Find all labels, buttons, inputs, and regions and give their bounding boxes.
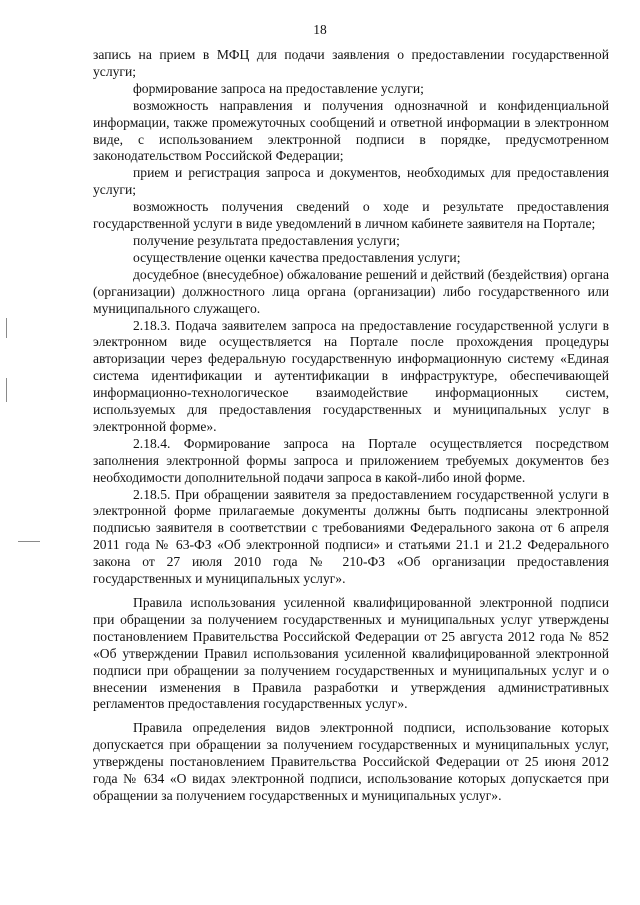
scan-margin-mark <box>18 541 40 542</box>
scan-margin-mark <box>6 378 7 402</box>
paragraph: Правила определения видов электронной подписи, использование которых допускается при обращении за получением государственных и муниципальных услуг, утверждены постановлением Правительства Российской Федерации от 25 июня 2012 года № 634 «О видах электронной подписи, использование которых допускается при обращении за получением государственных и муниципальных услуг». <box>93 720 609 803</box>
paragraph: получение результата предоставления услуги; <box>133 232 400 248</box>
scan-margin-mark <box>6 318 7 338</box>
page-number: 18 <box>313 22 327 37</box>
paragraph: 2.18.4. Формирование запроса на Портале осуществляется посредством заполнения электронной формы запроса и приложением требуемых документов без необходимости дополнительной подачи запроса в какой-либо иной форме. <box>93 435 609 485</box>
paragraph: 2.18.3. Подача заявителем запроса на предоставление государственной услуги в электронном виде осуществляется на Портале после прохождения процедуры авторизации через федеральную государственную информационную систему «Единая система идентификации и аутентификации в инфраструктуре, обеспечивающей информационно-технологическое взаимодействие информационных систем, используемых для предоставления государственных и муниципальных услуг в электронной форме». <box>93 317 609 434</box>
paragraph: формирование запроса на предоставление услуги; <box>133 80 424 96</box>
paragraph: досудебное (внесудебное) обжалование решений и действий (бездействия) органа (организации) должностного лица органа (организации) либо государственного или муниципального служащего. <box>93 266 609 316</box>
paragraph: возможность направления и получения однозначной и конфиденциальной информации, также промежуточных сообщений и ответной информации в электронном виде, с использованием электронной подписи в порядке, предусмотренном законодательством Российской Федерации; <box>93 97 609 164</box>
paragraph: возможность получения сведений о ходе и результате предоставления государственной услуги в виде уведомлений в личном кабинете заявителя на Портале; <box>93 199 609 232</box>
document-body <box>93 47 609 805</box>
paragraph: Правила использования усиленной квалифицированной электронной подписи при обращении за получением государственных и муниципальных услуг утверждены постановлением Правительства Российской Федерации от 25 августа 2012 года № 852 «Об утверждении Правил использования усиленной квалифицированной электронной подписи при обращении за получением государственных и муниципальных услуг и о внесении изменения в Правила разработки и утверждения административных регламентов предоставления государственных услуг». <box>93 595 609 712</box>
paragraph: прием и регистрация запроса и документов, необходимых для предоставления услуги; <box>93 165 609 198</box>
paragraph: 2.18.5. При обращении заявителя за предоставлением государственной услуги в электронной форме прилагаемые документы должны быть подписаны электронной подписью заявителя в соответствии с требованиями Федерального закона от 6 апреля 2011 года № 63-ФЗ «Об электронной подписи» и статьями 21.1 и 21.2 Федерального закона от 27 июля 2010 года № 210-ФЗ «Об организации предоставления государственных и муниципальных услуг». <box>93 486 609 587</box>
paragraph: запись на прием в МФЦ для подачи заявления о предоставлении государственной услуги; <box>93 47 609 79</box>
paragraph: осуществление оценки качества предоставления услуги; <box>133 249 461 265</box>
